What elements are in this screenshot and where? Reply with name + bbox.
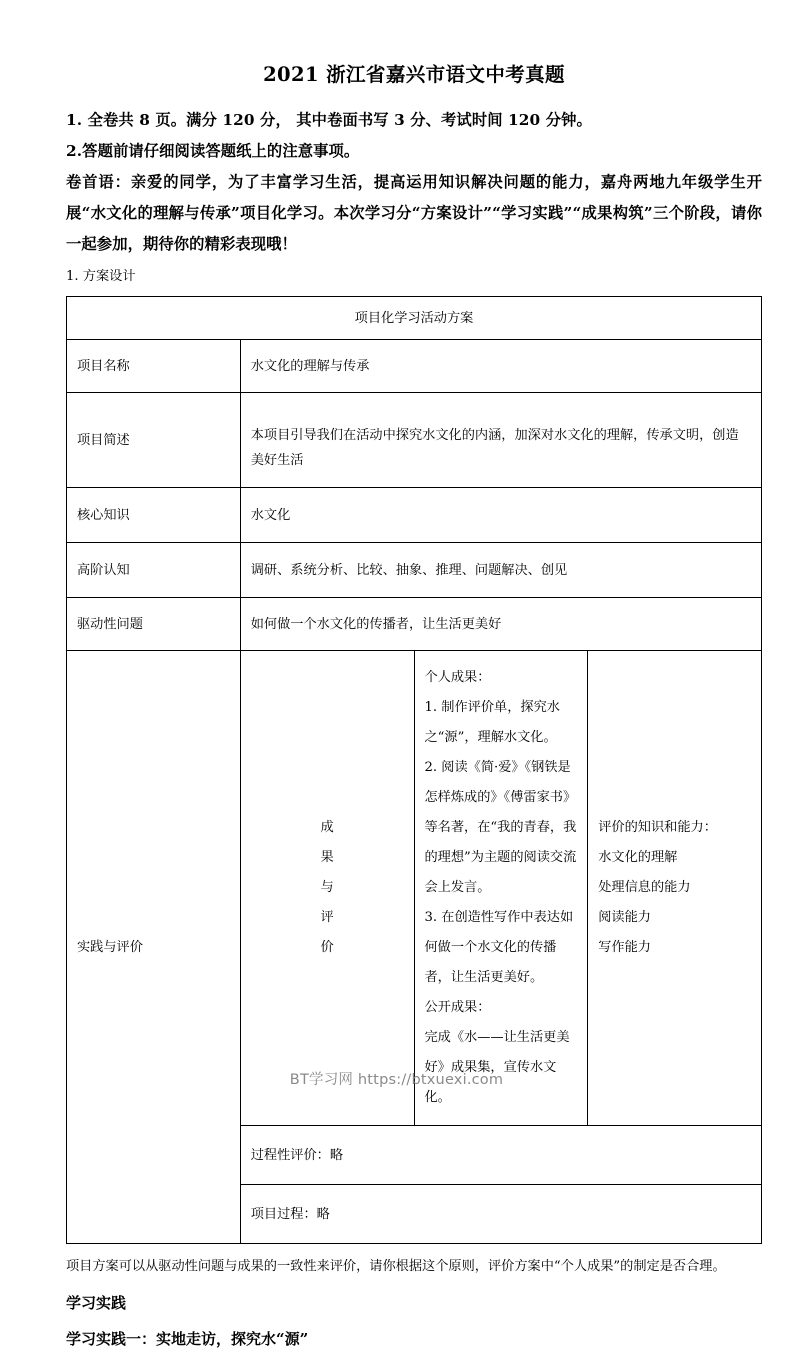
row-label-project-name: 项目名称 bbox=[67, 340, 241, 393]
ability-line: 处理信息的能力 bbox=[598, 880, 691, 896]
row-value-core-knowledge: 水文化 bbox=[240, 488, 761, 543]
heading-learning-practice: 学习实践 bbox=[66, 1294, 127, 1313]
vertical-char: 与 bbox=[320, 880, 334, 896]
outcome-line: 公开成果： bbox=[424, 1000, 491, 1016]
ability-line: 写作能力 bbox=[598, 940, 651, 956]
row-label-project-desc: 项目简述 bbox=[67, 393, 241, 488]
row-value-higher-cognition: 调研、系统分析、比较、抽象、推理、问题解决、创见 bbox=[240, 543, 761, 598]
outcome-line: 2. 阅读《简·爱》《钢铁是怎样炼成的》《傅雷家书》等名著，在“我的青春，我的理想”为主题的阅读交流会上发言。 bbox=[424, 760, 577, 896]
table-row bbox=[67, 488, 762, 543]
table-caption: 项目化学习活动方案 bbox=[67, 297, 762, 340]
table-row bbox=[67, 543, 762, 598]
table-row-practice bbox=[67, 651, 762, 1126]
vertical-char: 价 bbox=[320, 940, 334, 956]
page-title: 2021 浙江省嘉兴市语文中考真题 bbox=[263, 63, 565, 86]
heading-learning-practice-one: 学习实践一：实地走访，探究水“源” bbox=[66, 1330, 309, 1349]
vertical-char-stack bbox=[241, 813, 414, 963]
vertical-label-outcome-evaluation bbox=[240, 651, 414, 1126]
outcome-line: 个人成果： bbox=[424, 670, 491, 686]
table-row bbox=[67, 340, 762, 393]
row-value-driving-question: 如何做一个水文化的传播者，让生活更美好 bbox=[240, 598, 761, 651]
row-label-higher-cognition: 高阶认知 bbox=[67, 543, 241, 598]
outcome-line: 3. 在创造性写作中表达如何做一个水文化的传播者，让生活更美好。 bbox=[424, 910, 574, 986]
instruction-line-2: 2.答题前请仔细阅读答题纸上的注意事项。 bbox=[66, 142, 360, 161]
row-label-core-knowledge: 核心知识 bbox=[67, 488, 241, 543]
ability-line: 阅读能力 bbox=[598, 910, 651, 926]
ability-line: 水文化的理解 bbox=[598, 850, 678, 866]
outcome-line: 1. 制作评价单，探究水之“源”，理解水文化。 bbox=[424, 700, 560, 746]
preface-paragraph: 卷首语：亲爱的同学，为了丰富学习生活，提高运用知识解决问题的能力，嘉舟两地九年级学生开展“水文化的理解与传承”项目化学习。本次学习分“方案设计”“学习实践”“成果构筑”三个阶段，请你一起参加，期待你的精彩表现哦！ bbox=[66, 173, 762, 254]
document-content bbox=[66, 0, 762, 1354]
abilities-cell bbox=[588, 651, 762, 1126]
table-row bbox=[67, 598, 762, 651]
outcome-line: 完成《水——让生活更美好》成果集，宣传水文化。 bbox=[424, 1030, 570, 1106]
section-label: 1. 方案设计 bbox=[66, 269, 136, 285]
footer-watermark: BT学习网 https://btxuexi.com bbox=[289, 1072, 504, 1088]
row-value-project-desc: 本项目引导我们在活动中探究水文化的内涵，加深对水文化的理解，传承文明，创造美好生活 bbox=[240, 393, 761, 488]
vertical-char: 评 bbox=[320, 910, 334, 926]
row-value-project-name: 水文化的理解与传承 bbox=[240, 340, 761, 393]
ability-line: 评价的知识和能力： bbox=[598, 820, 717, 836]
after-table-paragraph: 项目方案可以从驱动性问题与成果的一致性来评价，请你根据这个原则，评价方案中“个人成果”的制定是否合理。 bbox=[66, 1259, 726, 1275]
vertical-char: 果 bbox=[320, 850, 334, 866]
row-label-practice-evaluation: 实践与评价 bbox=[67, 651, 241, 1244]
project-plan-table bbox=[66, 296, 762, 1244]
table-caption-row bbox=[67, 297, 762, 340]
instruction-line-1: 1. 全卷共 8 页。满分 120 分， 其中卷面书写 3 分、考试时间 120 分钟。 bbox=[66, 111, 592, 130]
row-label-driving-question: 驱动性问题 bbox=[67, 598, 241, 651]
process-evaluation-cell: 过程性评价：略 bbox=[240, 1126, 761, 1185]
project-process-cell: 项目过程：略 bbox=[240, 1185, 761, 1244]
outcomes-cell bbox=[414, 651, 588, 1126]
vertical-char: 成 bbox=[320, 820, 334, 836]
table-row bbox=[67, 393, 762, 488]
